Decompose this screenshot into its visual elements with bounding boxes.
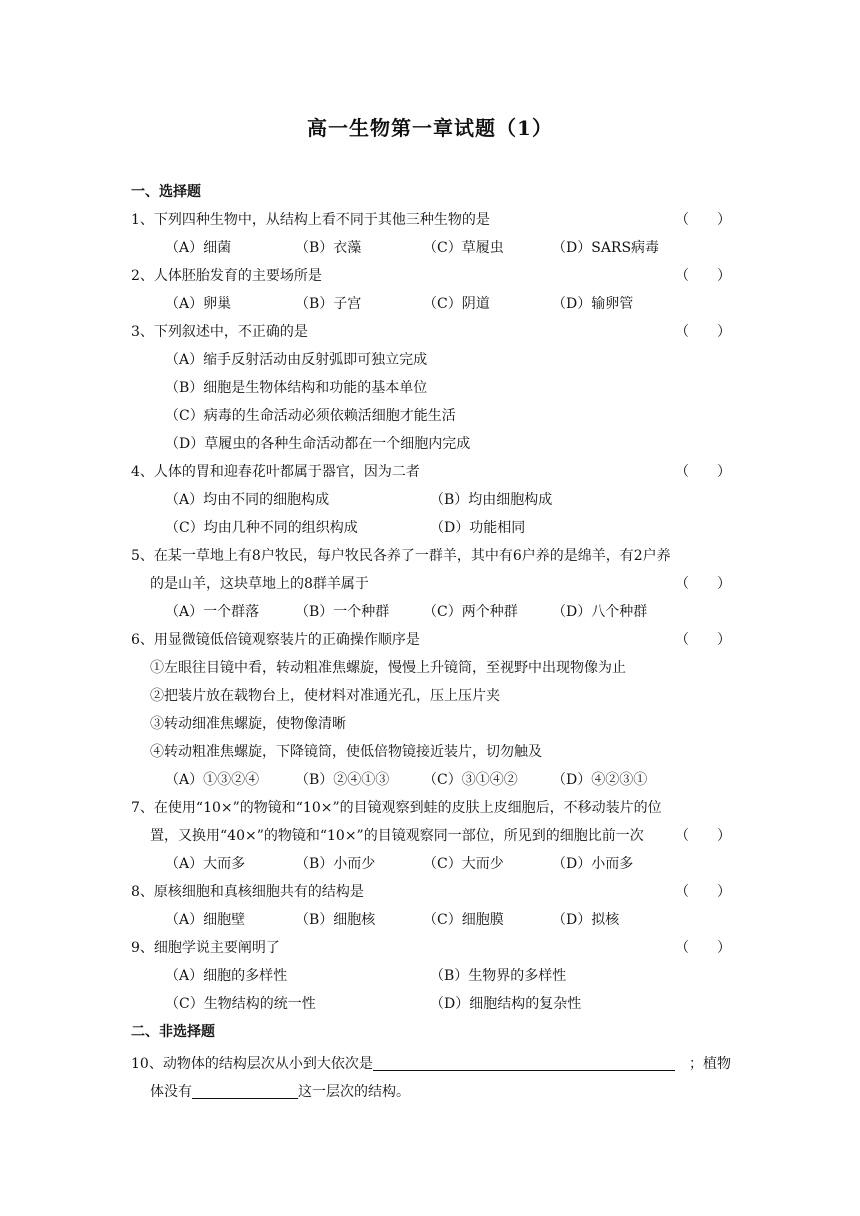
question-stem-tail: 这一层次的结构。 xyxy=(298,1084,410,1100)
option-d: （D）拟核 xyxy=(552,912,620,928)
answer-bracket: （ ） xyxy=(675,828,731,844)
question-stem: 4、人体的胃和迎春花叶都属于器官，因为二者 xyxy=(131,464,420,480)
question-stem: 9、细胞学说主要阐明了 xyxy=(131,940,280,956)
option-c: （C）大而少 xyxy=(423,856,504,872)
option-a: （A）细胞的多样性 xyxy=(165,968,288,984)
question-stem: 体没有 xyxy=(150,1084,192,1100)
option-d: （D）功能相同 xyxy=(430,520,526,536)
question-6 xyxy=(131,630,731,650)
answer-bracket: （ ） xyxy=(675,464,731,480)
step-3: ③转动细准焦螺旋，使物像清晰 xyxy=(150,716,346,732)
option-d: （D）SARS病毒 xyxy=(552,240,660,256)
answer-bracket: （ ） xyxy=(675,324,731,340)
option-d: （D）八个种群 xyxy=(552,604,648,620)
option-c: （C）均由几种不同的组织构成 xyxy=(165,520,358,536)
question-10-line1 xyxy=(131,1054,731,1074)
question-7-line2 xyxy=(150,826,731,846)
question-stem: 6、用显微镜低倍镜观察装片的正确操作顺序是 xyxy=(131,632,420,648)
option-a: （A）细胞壁 xyxy=(165,912,246,928)
option-d: （D）输卵管 xyxy=(552,296,634,312)
option-b: （B）衣藻 xyxy=(295,240,362,256)
step-2: ②把装片放在载物台上，使材料对准通光孔，压上压片夹 xyxy=(150,688,500,704)
question-10-line2 xyxy=(150,1082,731,1102)
question-stem: 置，又换用“40×”的物镜和“10×”的目镜观察同一部位，所见到的细胞比前一次 xyxy=(150,828,644,844)
question-4 xyxy=(131,462,731,482)
question-stem: 3、下列叙述中，不正确的是 xyxy=(131,324,308,340)
option-a: （A）卵巢 xyxy=(165,296,232,312)
question-9 xyxy=(131,938,731,958)
answer-bracket: （ ） xyxy=(675,212,731,228)
option-c: （C）③①④② xyxy=(423,772,518,788)
page-title: 高一生物第一章试题（1） xyxy=(307,116,553,140)
option-d: （D）④②③① xyxy=(552,772,648,788)
question-stem: 的是山羊，这块草地上的8群羊属于 xyxy=(150,576,369,592)
option-a: （A）细菌 xyxy=(165,240,232,256)
option-b: （B）均由细胞构成 xyxy=(430,492,553,508)
answer-blank[interactable] xyxy=(373,1054,675,1071)
question-5-line2 xyxy=(150,574,731,594)
option-a: （A）均由不同的细胞构成 xyxy=(165,492,330,508)
answer-blank[interactable] xyxy=(192,1082,298,1099)
option-d: （D）小而多 xyxy=(552,856,634,872)
question-stem-tail: ；植物 xyxy=(689,1056,731,1072)
option-a: （A）缩手反射活动由反射弧即可独立完成 xyxy=(165,352,428,368)
question-stem: 8、原核细胞和真核细胞共有的结构是 xyxy=(131,884,364,900)
option-c: （C）两个种群 xyxy=(423,604,518,620)
step-4: ④转动粗准焦螺旋，下降镜筒，使低倍物镜接近装片，切勿触及 xyxy=(150,744,542,760)
option-c: （C）生物结构的统一性 xyxy=(165,996,316,1012)
option-c: （C）病毒的生命活动必须依赖活细胞才能生活 xyxy=(165,408,456,424)
question-stem: 1、下列四种生物中，从结构上看不同于其他三种生物的是 xyxy=(131,212,490,228)
question-5-line1: 5、在某一草地上有8户牧民，每户牧民各养了一群羊，其中有6户养的是绵羊，有2户养 xyxy=(131,548,671,564)
option-b: （B）生物界的多样性 xyxy=(430,968,567,984)
answer-bracket: （ ） xyxy=(675,268,731,284)
question-8 xyxy=(131,882,731,902)
option-b: （B）②④①③ xyxy=(295,772,390,788)
option-c: （C）草履虫 xyxy=(423,240,504,256)
section-nonchoice-heading: 二、非选择题 xyxy=(131,1024,215,1040)
question-7-line1: 7、在使用“10×”的物镜和“10×”的目镜观察到蛙的皮肤上皮细胞后，不移动装片的位 xyxy=(131,800,662,816)
option-b: （B）细胞是生物体结构和功能的基本单位 xyxy=(165,380,428,396)
question-3 xyxy=(131,322,731,342)
option-b: （B）小而少 xyxy=(295,856,376,872)
option-d: （D）细胞结构的复杂性 xyxy=(430,996,582,1012)
option-d: （D）草履虫的各种生命活动都在一个细胞内完成 xyxy=(165,436,471,452)
step-1: ①左眼往目镜中看，转动粗准焦螺旋，慢慢上升镜筒，至视野中出现物像为止 xyxy=(150,660,626,676)
option-b: （B）细胞核 xyxy=(295,912,376,928)
option-c: （C）细胞膜 xyxy=(423,912,504,928)
answer-bracket: （ ） xyxy=(675,884,731,900)
answer-bracket: （ ） xyxy=(675,632,731,648)
question-stem: 2、人体胚胎发育的主要场所是 xyxy=(131,268,322,284)
option-a: （A）大而多 xyxy=(165,856,246,872)
question-stem: 10、动物体的结构层次从小到大依次是 xyxy=(131,1056,373,1072)
option-a: （A）①③②④ xyxy=(165,772,260,788)
option-b: （B）一个种群 xyxy=(295,604,390,620)
option-c: （C）阴道 xyxy=(423,296,490,312)
option-b: （B）子宫 xyxy=(295,296,362,312)
section-choice-heading: 一、选择题 xyxy=(131,184,201,200)
question-2 xyxy=(131,266,731,286)
answer-bracket: （ ） xyxy=(675,576,731,592)
question-1 xyxy=(131,210,731,230)
option-a: （A）一个群落 xyxy=(165,604,260,620)
answer-bracket: （ ） xyxy=(675,940,731,956)
